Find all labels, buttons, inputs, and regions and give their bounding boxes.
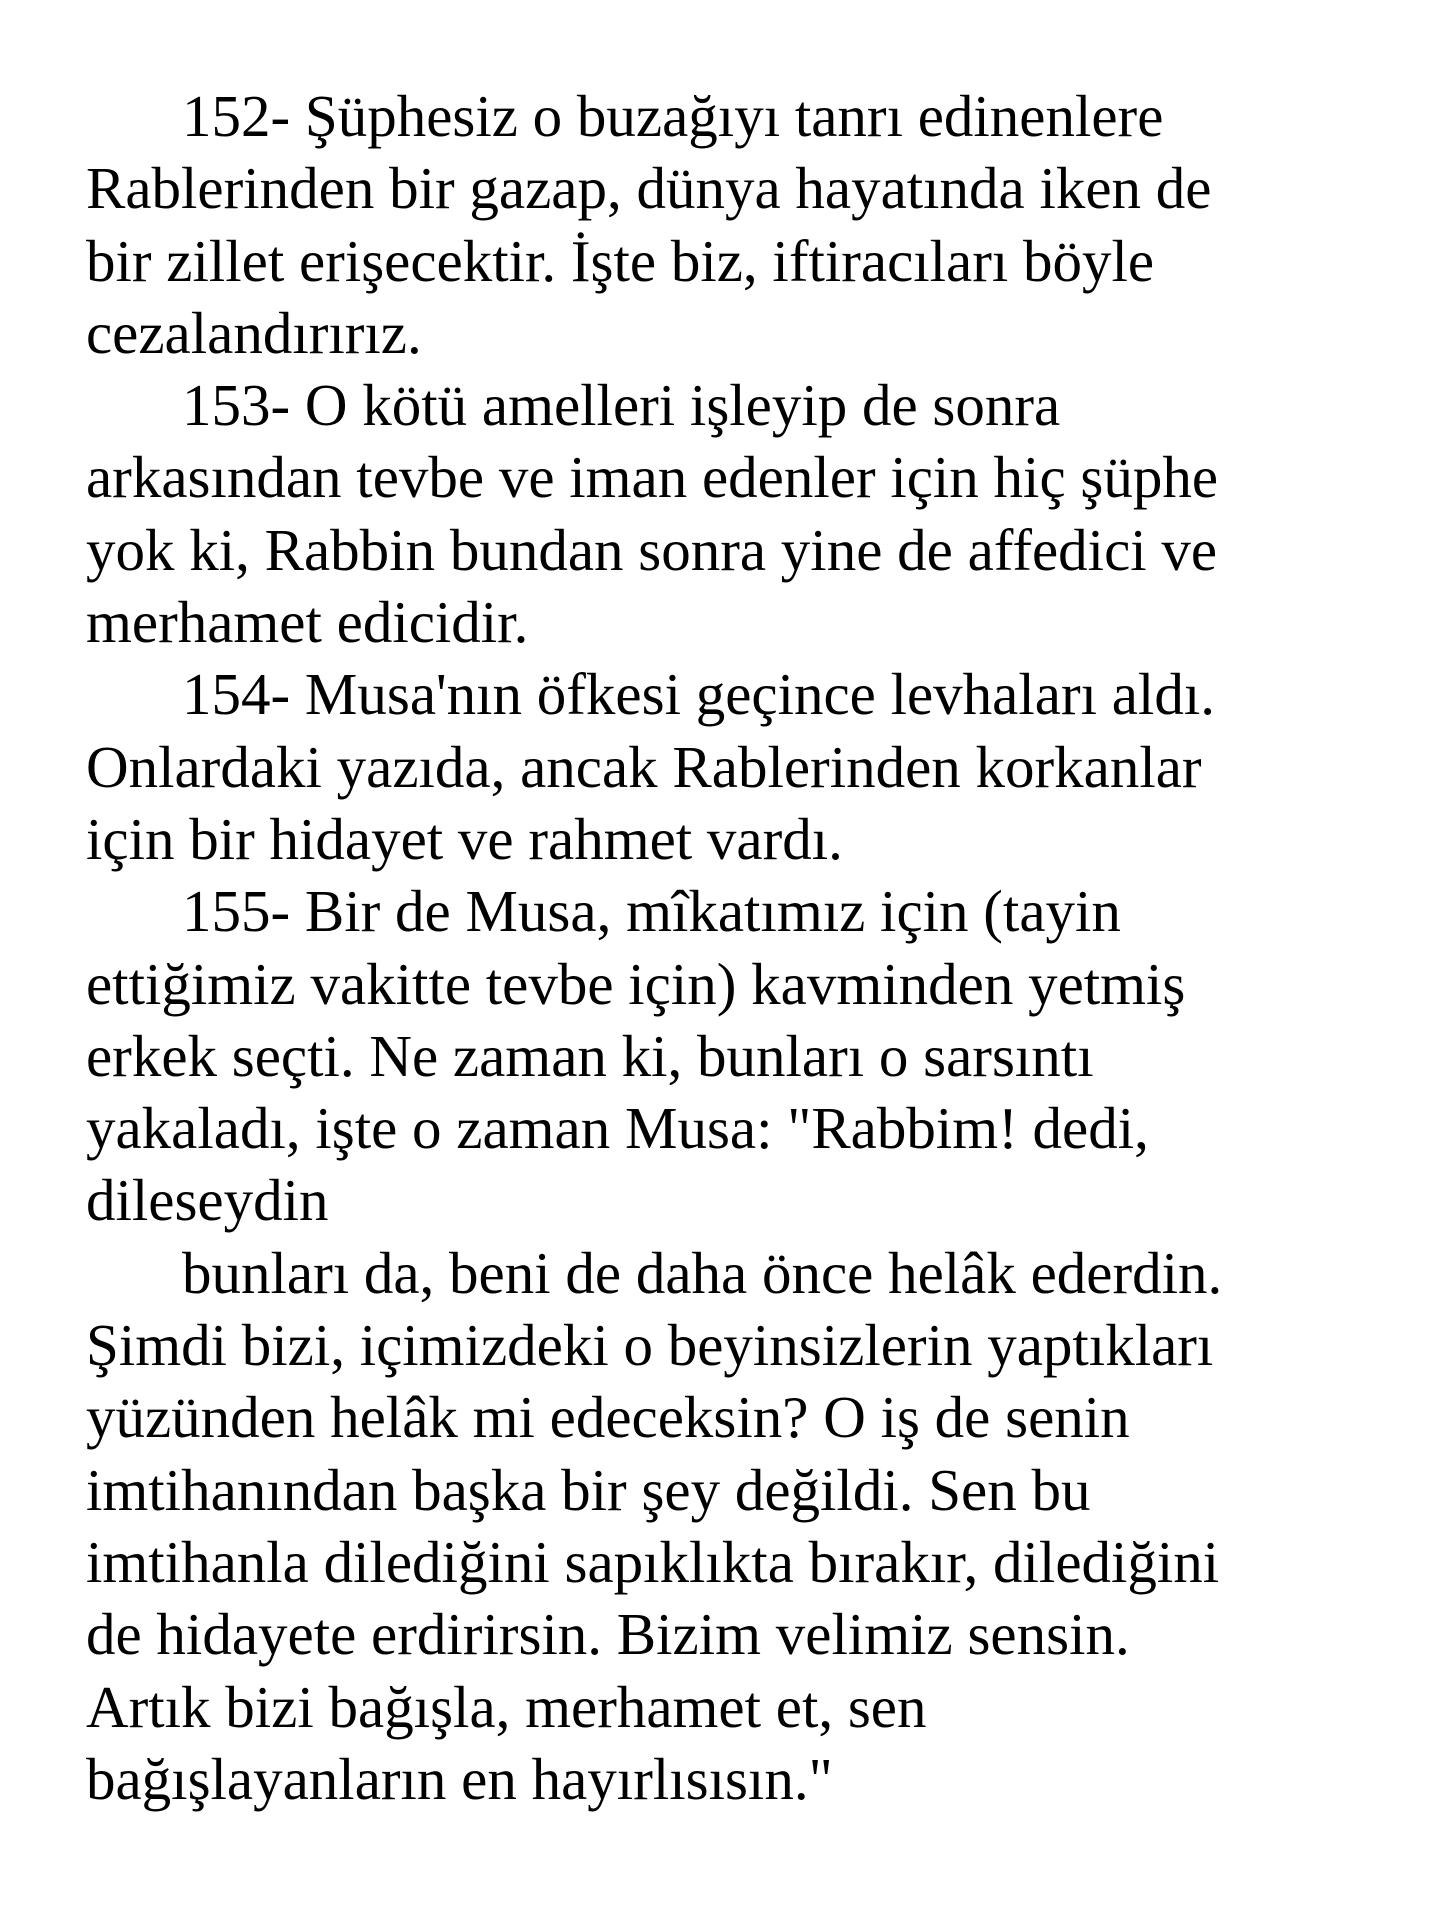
text-line: de hidayete erdirirsin. Bizim velimiz sensin. <box>86 1601 1130 1668</box>
text-line: yok ki, Rabbin bundan sonra yine de affedici ve <box>86 516 1218 583</box>
verse-153 <box>86 369 1386 658</box>
text-line: merhamet edicidir. <box>86 589 529 656</box>
verse-155-continued <box>86 1237 1386 1815</box>
text-line: imtihanla dilediğini sapıklıkta bırakır, dilediğini <box>86 1528 1220 1595</box>
text-line: erkek seçti. Ne zaman ki, bunları o sarsıntı <box>86 1022 1094 1089</box>
text-line: cezalandırırız. <box>86 299 422 366</box>
text-line: yakaladı, işte o zaman Musa: "Rabbim! dedi, <box>86 1095 1149 1162</box>
text-line: için bir hidayet ve rahmet vardı. <box>86 805 843 872</box>
text-line: bunları da, beni de daha önce helâk ederdin. <box>182 1239 1223 1306</box>
text-line: yüzünden helâk mi edeceksin? O iş de senin <box>86 1384 1130 1451</box>
text-line: arkasından tevbe ve iman edenler için hiç şüphe <box>86 444 1219 511</box>
text-line: Onlardaki yazıda, ancak Rablerinden korkanlar <box>86 733 1202 800</box>
text-line: 153- O kötü amelleri işleyip de sonra <box>182 372 1061 439</box>
verse-155 <box>86 875 1386 1236</box>
text-line: Artık bizi bağışla, merhamet et, sen <box>86 1673 927 1740</box>
text-line: 152- Şüphesiz o buzağıyı tanrı edinenlere <box>182 83 1164 149</box>
text-line: Rablerinden bir gazap, dünya hayatında iken de <box>86 155 1212 222</box>
text-line: ettiğimiz vakitte tevbe için) kavminden yetmiş <box>86 950 1186 1017</box>
text-line: bağışlayanların en hayırlısısın." <box>86 1745 833 1812</box>
text-line: bir zillet erişecektir. İşte biz, iftiracıları böyle <box>86 227 1155 294</box>
verse-152 <box>86 80 1386 369</box>
text-line: Şimdi bizi, içimizdeki o beyinsizlerin yaptıkları <box>86 1312 1214 1379</box>
text-line: 154- Musa'nın öfkesi geçince levhaları aldı. <box>182 661 1215 728</box>
text-line: imtihanından başka bir şey değildi. Sen bu <box>86 1456 1091 1523</box>
text-line: dileseydin <box>86 1167 329 1234</box>
verse-154 <box>86 658 1386 875</box>
document-page <box>86 80 1386 1815</box>
text-line: 155- Bir de Musa, mîkatımız için (tayin <box>182 878 1121 945</box>
